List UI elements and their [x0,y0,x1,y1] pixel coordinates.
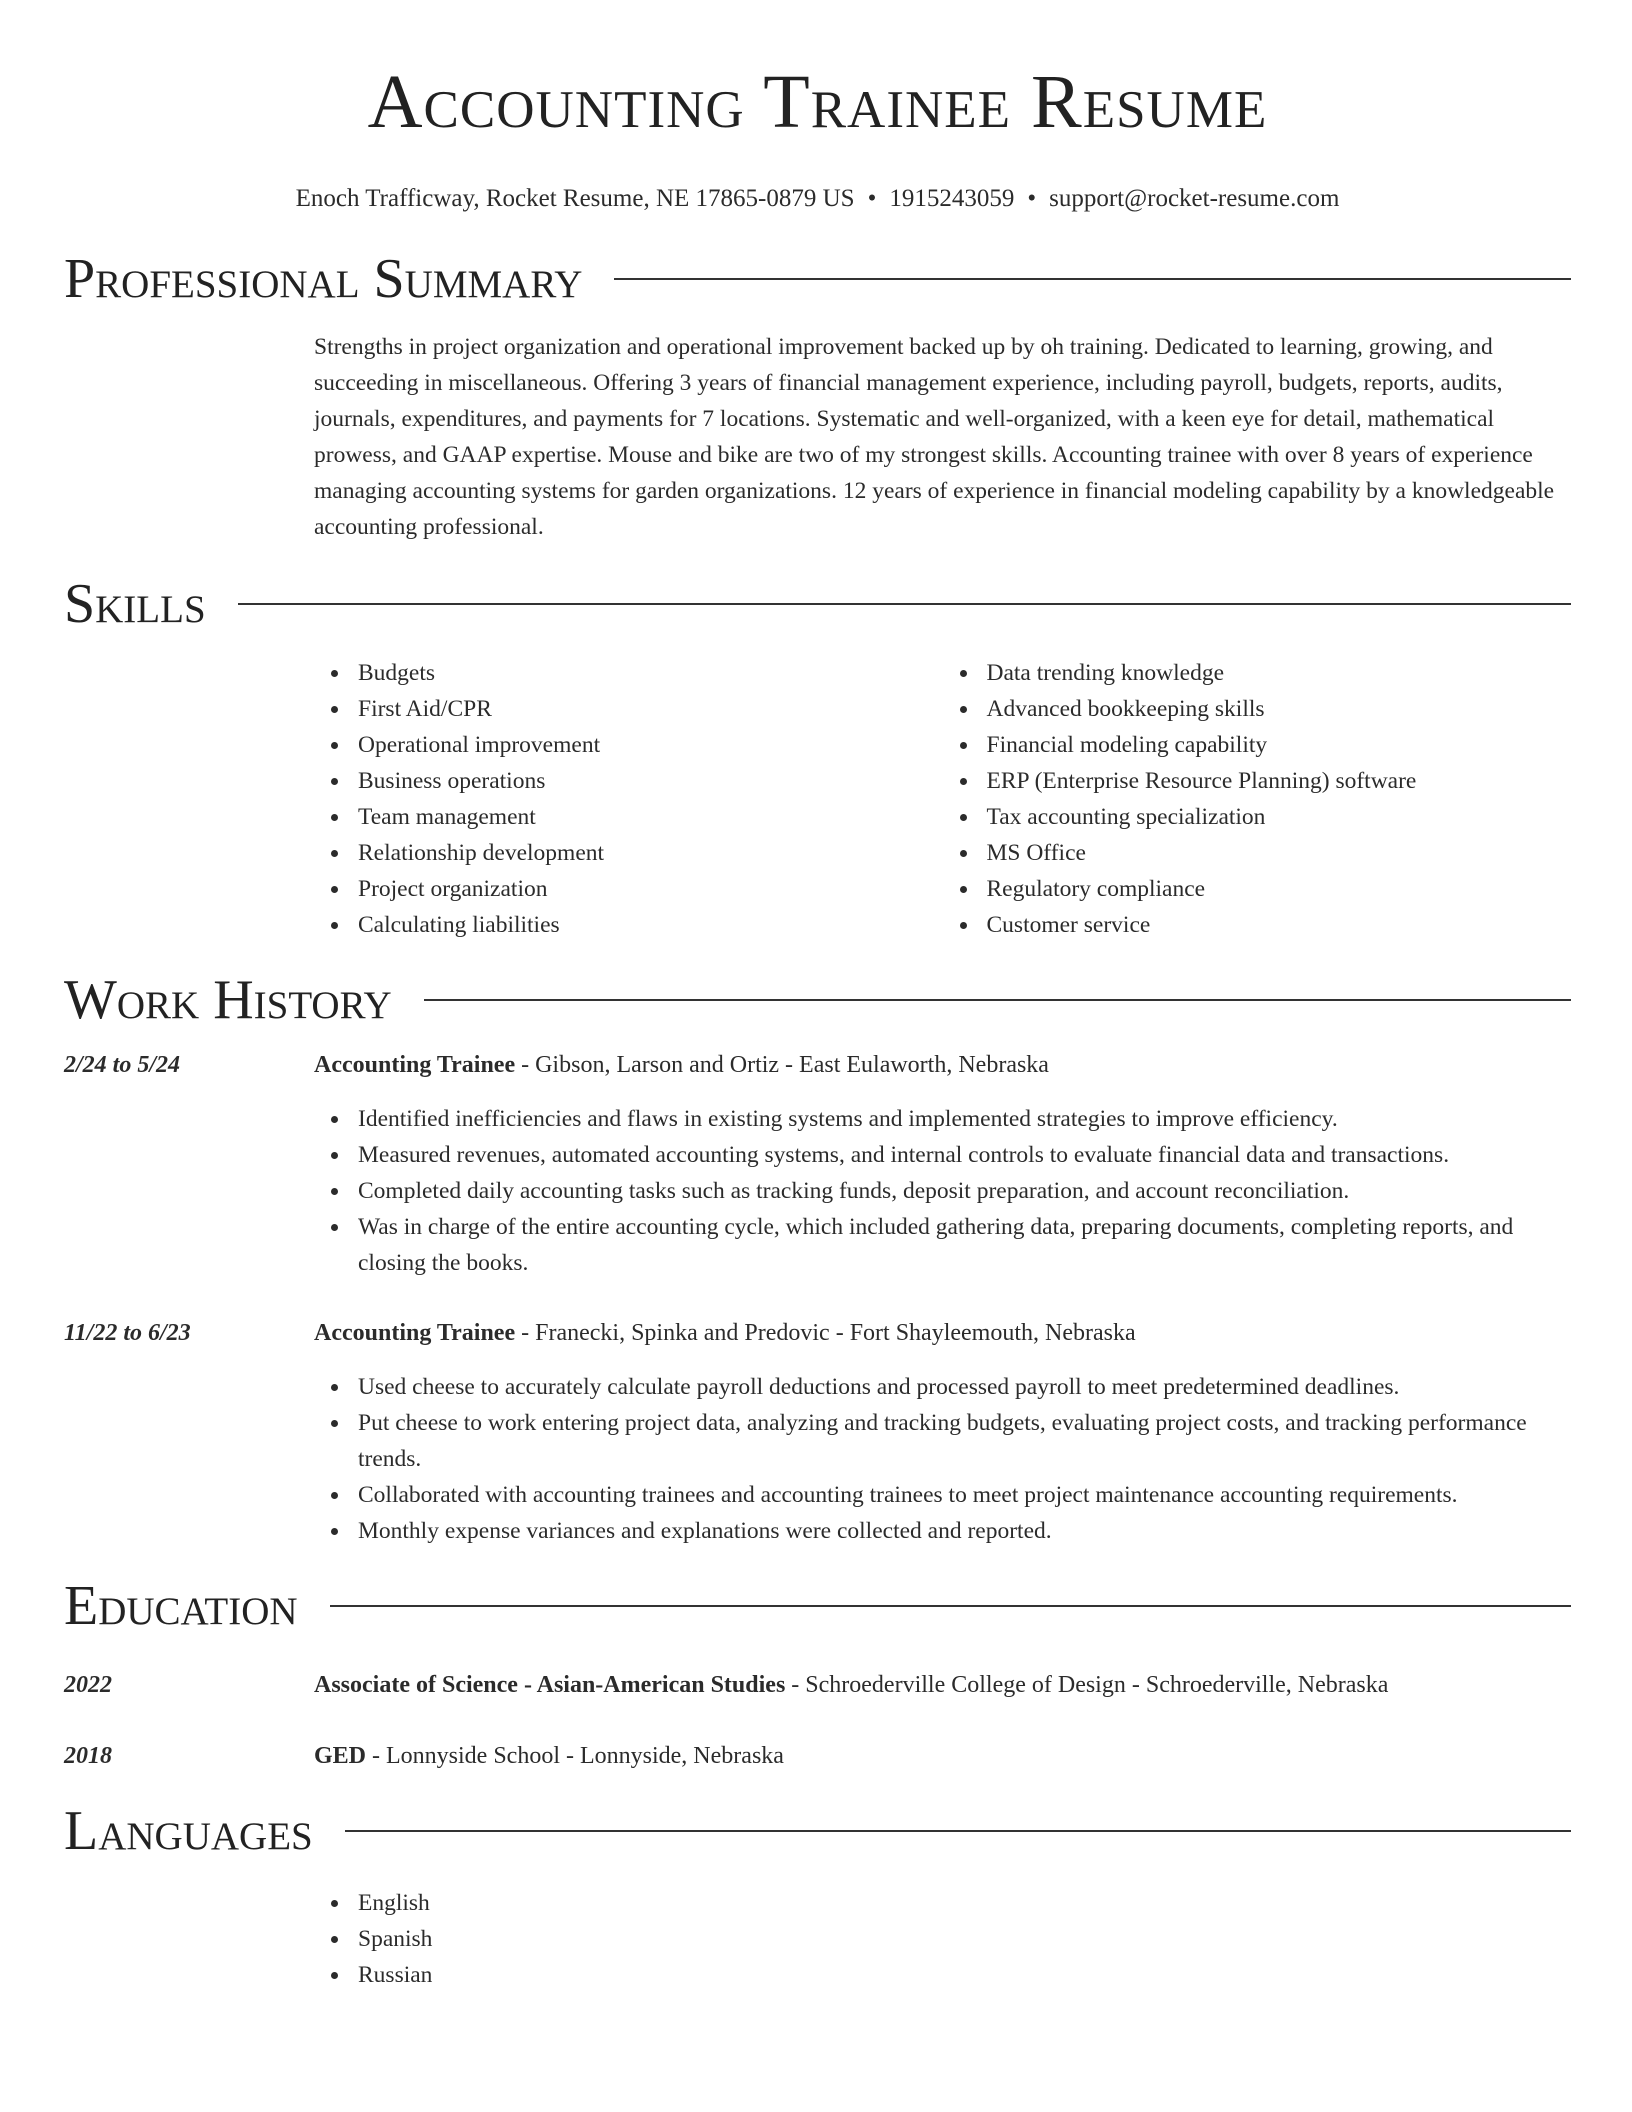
job-bullet: Identified inefficiencies and flaws in existing systems and implemented strategies to improve efficiency. [358,1101,1571,1137]
language-item: Spanish [358,1921,1571,1957]
skill-item: Data trending knowledge [987,655,1572,691]
section-divider [424,999,1571,1001]
section-divider [238,603,1571,605]
job-bullet: Put cheese to work entering project data, analyzing and tracking budgets, evaluating project costs, and tracking performance trends. [358,1405,1571,1477]
skills-columns [314,655,1571,943]
contact-line [64,184,1571,214]
section-header-summary [64,246,1571,312]
skill-item: Business operations [358,763,943,799]
skill-item: Calculating liabilities [358,907,943,943]
contact-address: Enoch Trafficway, Rocket Resume, NE 17865-0879 US [295,185,855,212]
skill-item: First Aid/CPR [358,691,943,727]
section-title-education: Education [64,1575,298,1637]
languages-list [314,1885,1571,1993]
skill-item: Project organization [358,871,943,907]
section-title-skills: Skills [64,573,206,635]
education-year: 2018 [64,1743,112,1769]
education-entry [64,1667,1571,1703]
section-divider [614,278,1571,280]
resume-title: Accounting Trainee Resume [367,60,1268,144]
contact-phone: 1915243059 [889,185,1015,212]
section-header-education [64,1573,1571,1639]
skill-item: Team management [358,799,943,835]
skill-item: Financial modeling capability [987,727,1572,763]
job-bullets [314,1369,1571,1549]
education-degree: Associate of Science - Asian-American Studies [314,1672,786,1698]
contact-separator: • [1027,185,1037,212]
job-title-line [314,1047,1049,1083]
section-title-work: Work History [64,969,392,1031]
job-title: Accounting Trainee [314,1052,516,1078]
job-bullet: Completed daily accounting tasks such as tracking funds, deposit preparation, and account reconciliation. [358,1173,1571,1209]
education-entry [64,1738,1571,1774]
education-school: - Lonnyside School - Lonnyside, Nebraska [366,1743,784,1769]
summary-text: Strengths in project organization and operational improvement backed up by oh training. Dedicated to learning, growing, and succeeding in miscellaneous. Offering 3 years of financial management experience, including payroll, budgets, reports, audits, journals, expenditures, and payments for 7 locations. Systematic and well-organized, with a keen eye for detail, mathematical prowess, and GAAP expertise. Mouse and bike are two of my strongest skills. Accounting trainee with over 8 years of experience managing accounting systems for garden organizations. 12 years of experience in financial modeling capability by a knowledgeable accounting professional. [314,334,1555,540]
job-dates: 11/22 to 6/23 [64,1320,191,1346]
skill-item: Operational improvement [358,727,943,763]
section-header-work [64,967,1571,1033]
skill-item: Regulatory compliance [987,871,1572,907]
skills-list-right [943,655,1572,943]
job-bullets [314,1101,1571,1281]
section-title-languages: Languages [64,1800,313,1862]
job-bullet: Was in charge of the entire accounting cycle, which included gathering data, preparing documents, completing reports, and closing the books. [358,1209,1571,1281]
job-header [64,1315,1571,1351]
skills-list-left [314,655,943,943]
job-entry [64,1315,1571,1549]
job-company: - Gibson, Larson and Ortiz - East Eulaworth, Nebraska [515,1052,1049,1078]
skill-item: Tax accounting specialization [987,799,1572,835]
skill-item: Advanced bookkeeping skills [987,691,1572,727]
section-header-skills [64,571,1571,637]
skill-item: ERP (Enterprise Resource Planning) software [987,763,1572,799]
job-dates: 2/24 to 5/24 [64,1052,181,1078]
education-line [314,1738,784,1774]
education-year: 2022 [64,1672,112,1698]
job-bullet: Monthly expense variances and explanations were collected and reported. [358,1513,1571,1549]
job-bullet: Used cheese to accurately calculate payroll deductions and processed payroll to meet predetermined deadlines. [358,1369,1571,1405]
job-entry [64,1047,1571,1281]
job-title: Accounting Trainee [314,1320,516,1346]
language-item: Russian [358,1957,1571,1993]
job-header [64,1047,1571,1083]
section-divider [330,1605,1571,1607]
job-bullet: Collaborated with accounting trainees and accounting trainees to meet project maintenance accounting requirements. [358,1477,1571,1513]
section-header-languages [64,1798,1571,1864]
job-bullet: Measured revenues, automated accounting systems, and internal controls to evaluate financial data and transactions. [358,1137,1571,1173]
skill-item: Customer service [987,907,1572,943]
education-school: - Schroederville College of Design - Schroederville, Nebraska [785,1672,1389,1698]
section-title-summary: Professional Summary [64,248,583,310]
contact-separator: • [867,185,877,212]
contact-email[interactable]: support@rocket-resume.com [1049,185,1340,212]
job-company: - Franecki, Spinka and Predovic - Fort Shayleemouth, Nebraska [515,1320,1136,1346]
section-divider [345,1830,1571,1832]
skill-item: Relationship development [358,835,943,871]
education-degree: GED [314,1743,367,1769]
language-item: English [358,1885,1571,1921]
education-line [314,1667,1388,1703]
job-title-line [314,1315,1136,1351]
skill-item: MS Office [987,835,1572,871]
skill-item: Budgets [358,655,943,691]
